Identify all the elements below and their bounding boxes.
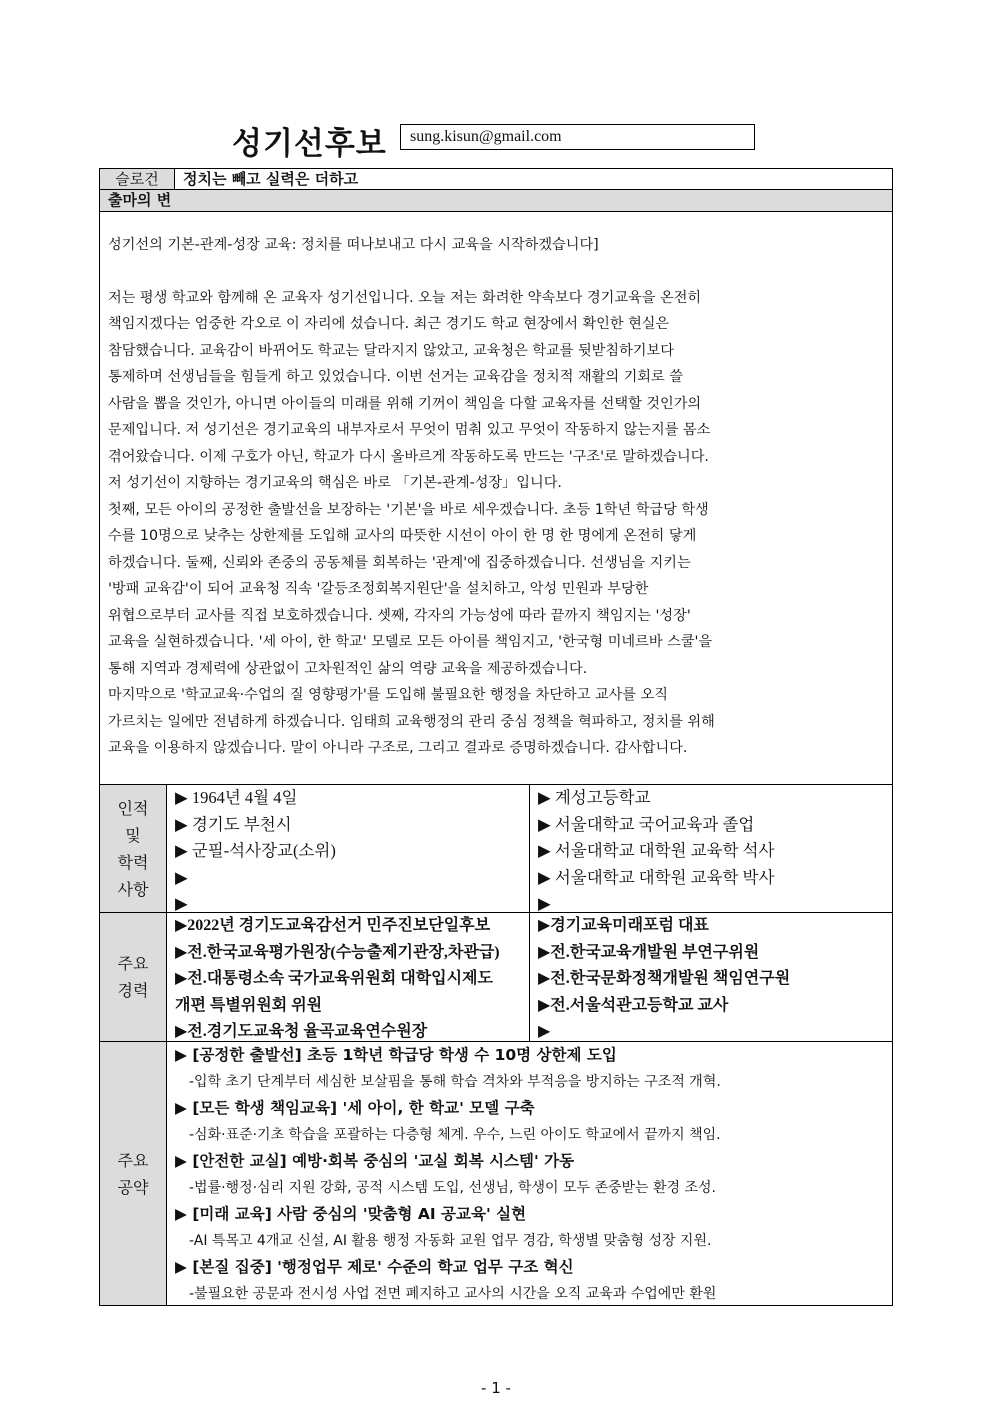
speech-line: 수를 10명으로 낮추는 상한제를 도입해 교사의 따뜻한 시선이 아이 한 명 한 명에게 온전히 닿게: [108, 528, 697, 544]
speech-line: 교육을 실현하겠습니다. '세 아이, 한 학교' 모델로 모든 아이를 책임지고, '한국형 미네르바 스쿨'을: [108, 634, 713, 650]
bio-left-column: [167, 785, 530, 912]
email-box: sung.kisun@gmail.com: [400, 124, 755, 150]
career-item: ▶2022년 경기도교육감선거 민주진보단일후보: [175, 917, 491, 934]
speech-headline: 성기선의 기본-관계-성장 교육: 정치를 떠나보내고 다시 교육을 시작하겠습니다]: [108, 237, 599, 253]
bio-label-line: 학력: [117, 852, 149, 872]
candidate-sheet: [99, 168, 893, 1306]
page-number: - 1 -: [481, 1379, 511, 1397]
pledge-desc: -불필요한 공문과 전시성 사업 전면 폐지하고 교사의 시간을 오직 교육과 수업에만 환원: [189, 1285, 717, 1302]
speech-line: 저는 평생 학교와 함께해 온 교육자 성기선입니다. 오늘 저는 화려한 약속보다 경기교육을 온전히: [108, 289, 702, 306]
education-item: ▶ 서울대학교 대학원 교육학 석사: [538, 841, 775, 860]
career-label-line: 경력: [117, 981, 149, 1000]
pledges-label-line: 주요: [117, 1150, 149, 1170]
slogan-text: 정치는 빼고 실력은 더하고: [183, 170, 359, 188]
speech-line: 위협으로부터 교사를 직접 보호하겠습니다. 셋째, 각자의 가능성에 따라 끝까지 책임지는 '성장': [108, 607, 691, 624]
bio-label: [100, 785, 167, 912]
pledge-title: ▶ [모든 학생 책임교육] '세 아이, 한 학교' 모델 구축: [175, 1099, 535, 1117]
career-item: ▶: [538, 1023, 551, 1040]
career-item: 개편 특별위원회 위원: [175, 996, 323, 1014]
pledge-title: ▶ [안전한 교실] 예방·회복 중심의 '교실 회복 시스템' 가동: [175, 1152, 575, 1170]
pledge-desc: -AI 특목고 4개교 신설, AI 활용 행정 자동화 교원 업무 경감, 학생별 맞춤형 성장 지원.: [189, 1232, 712, 1249]
bio-item: ▶ 경기도 부천시: [175, 814, 292, 834]
bio-item: ▶: [175, 894, 188, 913]
pledge-desc: -법률·행정·심리 지원 강화, 공적 시스템 도입, 선생님, 학생이 모두 존중받는 환경 조성.: [189, 1179, 716, 1196]
speech-line: 문제입니다. 저 성기선은 경기교육의 내부자로서 무엇이 멈춰 있고 무엇이 작동하지 않는지를 몸소: [108, 422, 711, 438]
slogan-row: [100, 169, 892, 190]
pledges-label: [100, 1042, 167, 1305]
speech-label: 출마의 변: [108, 191, 172, 209]
career-left-column: [167, 913, 530, 1041]
speech-line: 마지막으로 '학교교육·수업의 질 영향평가'를 도입해 불필요한 행정을 차단하고 교사를 오직: [108, 687, 668, 703]
speech-line: 참담했습니다. 교육감이 바뀌어도 학교는 달라지지 않았고, 교육청은 학교를 뒷받침하기보다: [108, 342, 674, 359]
bio-label-line: 및: [125, 825, 141, 845]
pledge-desc: -심화·표준·기초 학습을 포괄하는 다층형 체계. 우수, 느린 아이도 학교에서 끝까지 책임.: [189, 1126, 721, 1143]
pledges-row: [100, 1042, 892, 1305]
bio-right-column: [530, 785, 892, 912]
speech-line: 통해 지역과 경제력에 상관없이 고차원적인 삶의 역량 교육을 제공하겠습니다.: [108, 660, 588, 677]
pledge-title: ▶ [미래 교육] 사람 중심의 '맞춤형 AI 공교육' 실현: [175, 1205, 527, 1223]
speech-line: 가르치는 일에만 전념하게 하겠습니다. 임태희 교육행정의 관리 중심 정책을 혁파하고, 정치를 위해: [108, 713, 715, 730]
speech-line: 첫째, 모든 아이의 공정한 출발선을 보장하는 '기본'을 바로 세우겠습니다. 초등 1학년 학급당 학생: [108, 501, 709, 518]
career-right-column: [530, 913, 892, 1041]
speech-line: 하겠습니다. 둘째, 신뢰와 존중의 공동체를 회복하는 '관계'에 집중하겠습니다. 선생님을 지키는: [108, 554, 691, 571]
speech-row: [100, 212, 892, 785]
speech-line: 사람을 뽑을 것인가, 아니면 아이들의 미래를 위해 기꺼이 책임을 다할 교육자를 선택할 것인가의: [108, 395, 702, 412]
bio-item: ▶ 1964년 4월 4일: [175, 788, 298, 807]
speech-header-row: [100, 190, 892, 212]
career-item: ▶전.한국교육개발원 부연구위원: [538, 943, 760, 961]
career-item: ▶전.서울석관고등학교 교사: [538, 996, 729, 1014]
career-item: ▶전.대통령소속 국가교육위원회 대학입시제도: [175, 970, 493, 987]
pledge-title: ▶ [본질 집중] '행정업무 제로' 수준의 학교 업무 구조 혁신: [175, 1258, 574, 1276]
career-label-line: 주요: [117, 954, 149, 973]
career-label: [100, 913, 167, 1041]
career-item: ▶전.한국교육평가원장(수능출제기관장,차관급): [175, 943, 500, 961]
pledges-list: [167, 1042, 892, 1305]
bio-item: ▶: [175, 867, 188, 887]
pledge-desc: -입학 초기 단계부터 세심한 보살핌을 통해 학습 격차와 부적응을 방지하는 구조적 개혁.: [189, 1073, 721, 1090]
bio-label-line: 인적: [117, 798, 149, 818]
slogan-label: 슬로건: [100, 169, 175, 189]
education-item: ▶: [538, 894, 551, 913]
speech-line: 겪어왔습니다. 이제 구호가 아닌, 학교가 다시 올바르게 작동하도록 만드는 '구조'로 말하겠습니다.: [108, 448, 709, 465]
speech-line: 교육을 이용하지 않겠습니다. 말이 아니라 구조로, 그리고 결과로 증명하겠습니다. 감사합니다.: [108, 740, 688, 756]
bio-item: ▶ 군필-석사장교(소위): [175, 841, 336, 860]
pledges-label-line: 공약: [117, 1177, 149, 1197]
education-item: ▶ 계성고등학교: [538, 788, 651, 807]
career-item: ▶경기교육미래포럼 대표: [538, 917, 709, 934]
bio-label-line: 사항: [117, 879, 149, 899]
bio-row: [100, 785, 892, 913]
speech-line: '방패 교육감'이 되어 교육청 직속 '갈등조정회복지원단'을 설치하고, 악성 민원과 부당한: [108, 581, 649, 597]
career-item: ▶전.한국문화정책개발원 책임연구원: [538, 970, 791, 987]
speech-body: [100, 212, 892, 784]
candidate-title: 성기선후보: [232, 126, 387, 162]
speech-line: 저 성기선이 지향하는 경기교육의 핵심은 바로 「기본-관계-성장」입니다.: [108, 475, 562, 491]
speech-line: 통제하며 선생님들을 힘들게 하고 있었습니다. 이번 선거는 교육감을 정치적 재활의 기회로 쓸: [108, 369, 683, 385]
pledge-title: ▶ [공정한 출발선] 초등 1학년 학급당 학생 수 10명 상한제 도입: [175, 1046, 617, 1064]
speech-line: 책임지겠다는 엄중한 각오로 이 자리에 섰습니다. 최근 경기도 학교 현장에서 확인한 현실은: [108, 316, 670, 332]
career-item: ▶전.경기도교육청 율곡교육연수원장: [175, 1023, 428, 1040]
education-item: ▶ 서울대학교 대학원 교육학 박사: [538, 867, 775, 887]
education-item: ▶ 서울대학교 국어교육과 졸업: [538, 814, 755, 834]
career-row: [100, 913, 892, 1042]
